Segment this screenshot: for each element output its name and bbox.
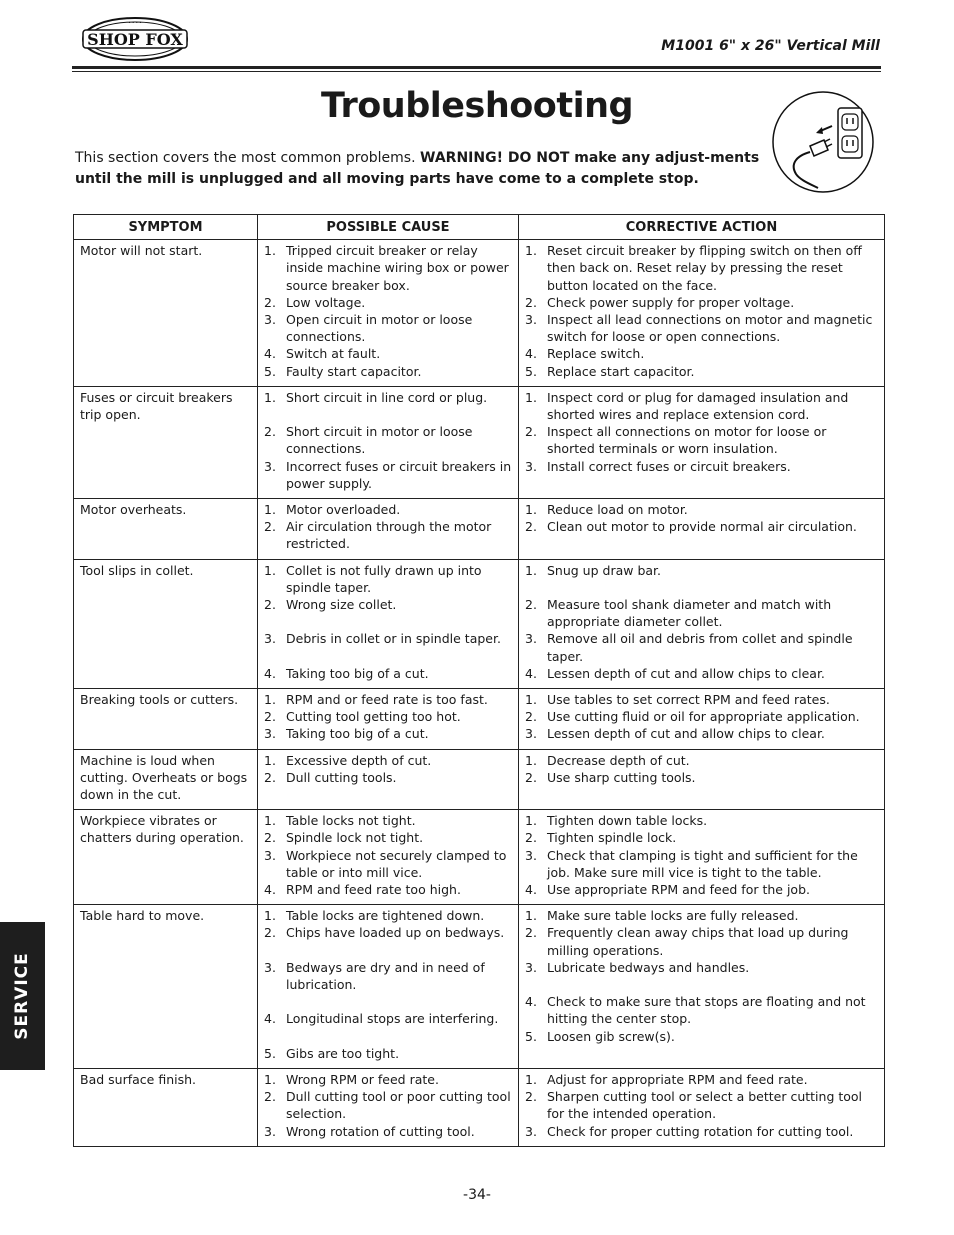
cause-item: [264, 752, 512, 769]
cause-item: [264, 769, 512, 786]
action-item: [525, 708, 878, 725]
cause-list: [264, 562, 512, 682]
cause-item-text: Open circuit in motor or loose connections.: [286, 312, 473, 345]
action-list: [525, 389, 878, 475]
cause-item: [264, 708, 512, 725]
action-item-text: Loosen gib screw(s).: [547, 1028, 675, 1044]
action-item-number: 2.: [525, 769, 537, 785]
line-spacer: [264, 993, 512, 1010]
cause-item: [264, 596, 512, 613]
cause-item: [264, 829, 512, 846]
action-item-text: Lessen depth of cut and allow chips to clear.: [547, 665, 825, 681]
cause-item-number: 3.: [264, 458, 276, 474]
action-item: [525, 423, 878, 457]
cause-item: [264, 458, 512, 492]
cause-item-text: Switch at fault.: [286, 346, 381, 362]
cause-item: [264, 389, 512, 406]
cause-list: [264, 812, 512, 898]
cause-item: [264, 847, 512, 881]
action-item-number: 1.: [525, 908, 537, 924]
action-item-number: 2.: [525, 925, 537, 941]
action-item-text: Make sure table locks are fully released.: [547, 908, 799, 924]
table-row: [74, 810, 885, 905]
cause-item-number: 3.: [264, 631, 276, 647]
document-title: M1001 6" x 26" Vertical Mill: [661, 38, 880, 54]
action-item: [525, 630, 878, 664]
cause-cell: [258, 810, 519, 905]
action-item-text: Install correct fuses or circuit breakers.: [547, 458, 791, 474]
action-cell: [519, 1069, 885, 1147]
action-item-number: 1.: [525, 562, 537, 578]
action-list: [525, 812, 878, 898]
action-list: [525, 691, 878, 743]
cause-item-text: Incorrect fuses or circuit breakers in power supply.: [286, 458, 512, 491]
cause-item-number: 3.: [264, 726, 276, 742]
action-item: [525, 812, 878, 829]
action-item: [525, 501, 878, 518]
symptom-cell: Bad surface finish.: [74, 1069, 258, 1147]
action-item: [525, 829, 878, 846]
action-item-number: 1.: [525, 389, 537, 405]
cause-item: [264, 363, 512, 380]
cause-list: [264, 242, 512, 380]
action-item-text: Check power supply for proper voltage.: [547, 294, 795, 310]
cause-item: [264, 562, 512, 596]
action-item: [525, 596, 878, 630]
action-cell: [519, 386, 885, 498]
line-spacer: [264, 613, 512, 630]
action-cell: [519, 240, 885, 387]
cause-item: [264, 311, 512, 345]
cause-item: [264, 1071, 512, 1088]
cause-item-text: Motor overloaded.: [286, 502, 401, 518]
cause-item-number: 1.: [264, 562, 276, 578]
table-row: [74, 1069, 885, 1147]
action-item-number: 1.: [525, 243, 537, 259]
action-item: [525, 959, 878, 976]
cause-item: [264, 345, 512, 362]
cause-item: [264, 881, 512, 898]
cause-item-number: 1.: [264, 908, 276, 924]
action-list: [525, 907, 878, 1045]
action-item-text: Use sharp cutting tools.: [547, 769, 696, 785]
cause-item-text: Table locks are tightened down.: [286, 908, 485, 924]
action-item-text: Snug up draw bar.: [547, 562, 662, 578]
cause-item: [264, 924, 512, 941]
cause-cell: [258, 749, 519, 810]
action-item-text: Reset circuit breaker by flipping switch on then off then back on. Reset relay by pressing the reset button located on the face.: [547, 243, 862, 293]
side-tab-label: SERVICE: [12, 952, 32, 1040]
intro-paragraph: [75, 148, 765, 190]
line-spacer: [264, 942, 512, 959]
action-item-number: 2.: [525, 830, 537, 846]
header-symptom: SYMPTOM: [74, 215, 258, 240]
action-item-number: 2.: [525, 294, 537, 310]
cause-list: [264, 752, 512, 786]
intro-text: This section covers the most common problems.: [75, 150, 416, 166]
cause-item-text: Chips have loaded up on bedways.: [286, 925, 505, 941]
cause-item-number: 2.: [264, 597, 276, 613]
cause-list: [264, 389, 512, 492]
action-item-text: Use appropriate RPM and feed for the job.: [547, 882, 810, 898]
cause-item-number: 1.: [264, 502, 276, 518]
cause-cell: [258, 905, 519, 1069]
action-item: [525, 1123, 878, 1140]
table-row: [74, 240, 885, 387]
action-item-text: Replace start capacitor.: [547, 363, 695, 379]
table-row: [74, 559, 885, 688]
action-item: [525, 363, 878, 380]
cause-item-number: 1.: [264, 389, 276, 405]
action-item-number: 4.: [525, 882, 537, 898]
action-item: [525, 881, 878, 898]
cause-item: [264, 725, 512, 742]
cause-item-text: Dull cutting tool or poor cutting tool selection.: [286, 1089, 511, 1122]
action-list: [525, 562, 878, 682]
action-item-number: 5.: [525, 1028, 537, 1044]
cause-item-number: 3.: [264, 312, 276, 328]
section-side-tab: [0, 922, 45, 1070]
action-list: [525, 752, 878, 786]
cause-list: [264, 691, 512, 743]
action-item: [525, 1071, 878, 1088]
action-list: [525, 501, 878, 535]
cause-item-text: Table locks not tight.: [286, 813, 416, 829]
line-spacer: [264, 406, 512, 423]
cause-item: [264, 501, 512, 518]
cause-item-number: 1.: [264, 752, 276, 768]
action-item-text: Decrease depth of cut.: [547, 752, 690, 768]
cause-item: [264, 1045, 512, 1062]
action-item-number: 4.: [525, 346, 537, 362]
action-item: [525, 665, 878, 682]
action-item-number: 3.: [525, 1123, 537, 1139]
action-item: [525, 458, 878, 475]
cause-item-number: 4.: [264, 346, 276, 362]
cause-cell: [258, 499, 519, 560]
action-cell: [519, 689, 885, 750]
cause-item-text: Cutting tool getting too hot.: [286, 709, 461, 725]
cause-item-text: Workpiece not securely clamped to table or into mill vice.: [286, 847, 507, 880]
action-item-text: Tighten down table locks.: [547, 813, 708, 829]
action-cell: [519, 905, 885, 1069]
action-item-number: 1.: [525, 692, 537, 708]
cause-item-number: 4.: [264, 882, 276, 898]
table-header-row: [74, 215, 885, 240]
symptom-cell: Motor will not start.: [74, 240, 258, 387]
cause-item-number: 2.: [264, 1089, 276, 1105]
cause-list: [264, 501, 512, 553]
action-item: [525, 518, 878, 535]
cause-cell: [258, 689, 519, 750]
action-item-text: Check that clamping is tight and sufficient for the job. Make sure mill vice is tight to the table.: [547, 847, 858, 880]
cause-item-text: RPM and or feed rate is too fast.: [286, 692, 488, 708]
action-item: [525, 294, 878, 311]
cause-item-text: Longitudinal stops are interfering.: [286, 1011, 499, 1027]
cause-item-number: 1.: [264, 243, 276, 259]
action-item-text: Inspect cord or plug for damaged insulation and shorted wires and replace extension cord.: [547, 389, 849, 423]
line-spacer: [264, 1028, 512, 1045]
cause-item: [264, 242, 512, 294]
svg-text:• • • •: • • • •: [128, 20, 142, 25]
table-row: [74, 749, 885, 810]
action-item-number: 3.: [525, 631, 537, 647]
cause-item: [264, 665, 512, 682]
action-item: [525, 242, 878, 294]
action-item: [525, 907, 878, 924]
symptom-cell: Tool slips in collet.: [74, 559, 258, 688]
cause-cell: [258, 240, 519, 387]
action-item-text: Lubricate bedways and handles.: [547, 959, 750, 975]
cause-item-number: 2.: [264, 769, 276, 785]
action-item-number: 1.: [525, 1072, 537, 1088]
cause-item-number: 2.: [264, 294, 276, 310]
action-cell: [519, 499, 885, 560]
action-cell: [519, 559, 885, 688]
cause-item-number: 4.: [264, 1011, 276, 1027]
action-item-text: Remove all oil and debris from collet and spindle taper.: [547, 631, 853, 664]
line-spacer: [264, 648, 512, 665]
troubleshooting-table: [73, 214, 885, 1147]
cause-item-number: 3.: [264, 1123, 276, 1139]
action-item-number: 4.: [525, 665, 537, 681]
action-cell: [519, 749, 885, 810]
action-cell: [519, 810, 885, 905]
logo-text: SHOP FOX: [87, 30, 183, 49]
cause-item-number: 3.: [264, 847, 276, 863]
action-item-text: Inspect all connections on motor for loose or shorted terminals or worn insulation.: [547, 424, 827, 457]
action-item-text: Clean out motor to provide normal air circulation.: [547, 519, 857, 535]
action-item-number: 3.: [525, 458, 537, 474]
table-row: [74, 499, 885, 560]
intro-warning: WARNING! DO NOT make any adjust-ments until the mill is unplugged and all moving parts have come to a complete stop.: [75, 150, 760, 187]
cause-item: [264, 959, 512, 993]
cause-item-text: Air circulation through the motor restricted.: [286, 519, 492, 552]
cause-item: [264, 812, 512, 829]
page-title: Troubleshooting: [320, 86, 634, 126]
cause-item-text: Faulty start capacitor.: [286, 363, 422, 379]
cause-item-text: Wrong RPM or feed rate.: [286, 1072, 439, 1088]
symptom-cell: Machine is loud when cutting. Overheats or bogs down in the cut.: [74, 749, 258, 810]
action-item-number: 2.: [525, 424, 537, 440]
cause-item-number: 2.: [264, 925, 276, 941]
cause-item-number: 4.: [264, 665, 276, 681]
cause-item-text: Excessive depth of cut.: [286, 752, 432, 768]
action-item-text: Use cutting fluid or oil for appropriate application.: [547, 709, 860, 725]
cause-item-text: Low voltage.: [286, 294, 366, 310]
header-rule-thin: [72, 71, 881, 72]
action-item-number: 2.: [525, 597, 537, 613]
action-item-number: 1.: [525, 752, 537, 768]
action-item-number: 1.: [525, 502, 537, 518]
action-item: [525, 847, 878, 881]
action-item-number: 3.: [525, 726, 537, 742]
action-item: [525, 345, 878, 362]
cause-item: [264, 1088, 512, 1122]
action-item-number: 3.: [525, 959, 537, 975]
cause-item-number: 2.: [264, 709, 276, 725]
action-item-number: 3.: [525, 847, 537, 863]
action-item: [525, 924, 878, 958]
line-spacer: [525, 579, 878, 596]
cause-item: [264, 907, 512, 924]
cause-item: [264, 518, 512, 552]
action-item-text: Check to make sure that stops are floating and not hitting the center stop.: [547, 994, 866, 1027]
cause-item: [264, 294, 512, 311]
cause-item-number: 5.: [264, 363, 276, 379]
cause-item: [264, 1123, 512, 1140]
shop-fox-logo: [80, 14, 190, 64]
action-item-number: 2.: [525, 709, 537, 725]
action-item: [525, 311, 878, 345]
cause-item-number: 1.: [264, 692, 276, 708]
action-item-text: Measure tool shank diameter and match with appropriate diameter collet.: [547, 597, 832, 630]
action-item-text: Tighten spindle lock.: [547, 830, 677, 846]
cause-item-text: Bedways are dry and in need of lubrication.: [286, 959, 485, 993]
symptom-cell: Table hard to move.: [74, 905, 258, 1069]
table-row: [74, 905, 885, 1069]
action-item-number: 4.: [525, 994, 537, 1010]
action-item-text: Frequently clean away chips that load up during milling operations.: [547, 925, 849, 958]
cause-cell: [258, 386, 519, 498]
table-row: [74, 689, 885, 750]
cause-item-number: 3.: [264, 959, 276, 975]
cause-item-number: 2.: [264, 519, 276, 535]
cause-item: [264, 423, 512, 457]
cause-item-number: 2.: [264, 424, 276, 440]
action-item-text: Sharpen cutting tool or select a better cutting tool for the intended operation.: [547, 1089, 863, 1122]
action-item-number: 5.: [525, 363, 537, 379]
action-item-number: 1.: [525, 813, 537, 829]
action-item-number: 2.: [525, 519, 537, 535]
action-list: [525, 242, 878, 380]
cause-item-text: RPM and feed rate too high.: [286, 882, 461, 898]
unplug-icon: [766, 90, 880, 194]
line-spacer: [525, 976, 878, 993]
action-item-text: Check for proper cutting rotation for cutting tool.: [547, 1123, 854, 1139]
cause-item-number: 1.: [264, 813, 276, 829]
action-list: [525, 1071, 878, 1140]
cause-item-text: Short circuit in line cord or plug.: [286, 389, 488, 405]
header-possible-cause: POSSIBLE CAUSE: [258, 215, 519, 240]
cause-item-number: 1.: [264, 1072, 276, 1088]
action-item: [525, 769, 878, 786]
action-item: [525, 993, 878, 1027]
action-item: [525, 562, 878, 579]
action-item: [525, 1088, 878, 1122]
action-item-number: 3.: [525, 312, 537, 328]
action-item-text: Lessen depth of cut and allow chips to clear.: [547, 726, 825, 742]
action-item-text: Replace switch.: [547, 346, 645, 362]
action-item: [525, 389, 878, 423]
cause-item-text: Dull cutting tools.: [286, 769, 397, 785]
symptom-cell: Workpiece vibrates or chatters during operation.: [74, 810, 258, 905]
action-item-text: Use tables to set correct RPM and feed rates.: [547, 692, 830, 708]
cause-cell: [258, 559, 519, 688]
action-item-text: Inspect all lead connections on motor and magnetic switch for loose or open connections.: [547, 312, 873, 345]
cause-item: [264, 691, 512, 708]
header-corrective-action: CORRECTIVE ACTION: [519, 215, 885, 240]
action-item: [525, 691, 878, 708]
cause-item-text: Tripped circuit breaker or relay inside machine wiring box or power source breaker box.: [286, 243, 509, 293]
action-item-text: Adjust for appropriate RPM and feed rate.: [547, 1072, 808, 1088]
action-item-number: 2.: [525, 1089, 537, 1105]
cause-cell: [258, 1069, 519, 1147]
cause-item-text: Short circuit in motor or loose connections.: [286, 424, 473, 457]
cause-item-text: Collet is not fully drawn up into spindle taper.: [286, 562, 482, 595]
cause-item-text: Spindle lock not tight.: [286, 830, 424, 846]
symptom-cell: Fuses or circuit breakers trip open.: [74, 386, 258, 498]
table-row: [74, 386, 885, 498]
page-number: -34-: [463, 1187, 491, 1203]
action-item: [525, 725, 878, 742]
cause-list: [264, 1071, 512, 1140]
cause-item: [264, 630, 512, 647]
cause-item-text: Wrong rotation of cutting tool.: [286, 1123, 475, 1139]
action-item: [525, 752, 878, 769]
cause-list: [264, 907, 512, 1062]
cause-item-number: 2.: [264, 830, 276, 846]
cause-item-number: 5.: [264, 1045, 276, 1061]
symptom-cell: Motor overheats.: [74, 499, 258, 560]
action-item: [525, 1028, 878, 1045]
action-item-text: Reduce load on motor.: [547, 502, 688, 518]
cause-item: [264, 1010, 512, 1027]
cause-item-text: Taking too big of a cut.: [286, 726, 429, 742]
cause-item-text: Wrong size collet.: [286, 597, 397, 613]
cause-item-text: Gibs are too tight.: [286, 1045, 400, 1061]
header-rule: [72, 66, 881, 69]
cause-item-text: Debris in collet or in spindle taper.: [286, 631, 501, 647]
symptom-cell: Breaking tools or cutters.: [74, 689, 258, 750]
cause-item-text: Taking too big of a cut.: [286, 665, 429, 681]
